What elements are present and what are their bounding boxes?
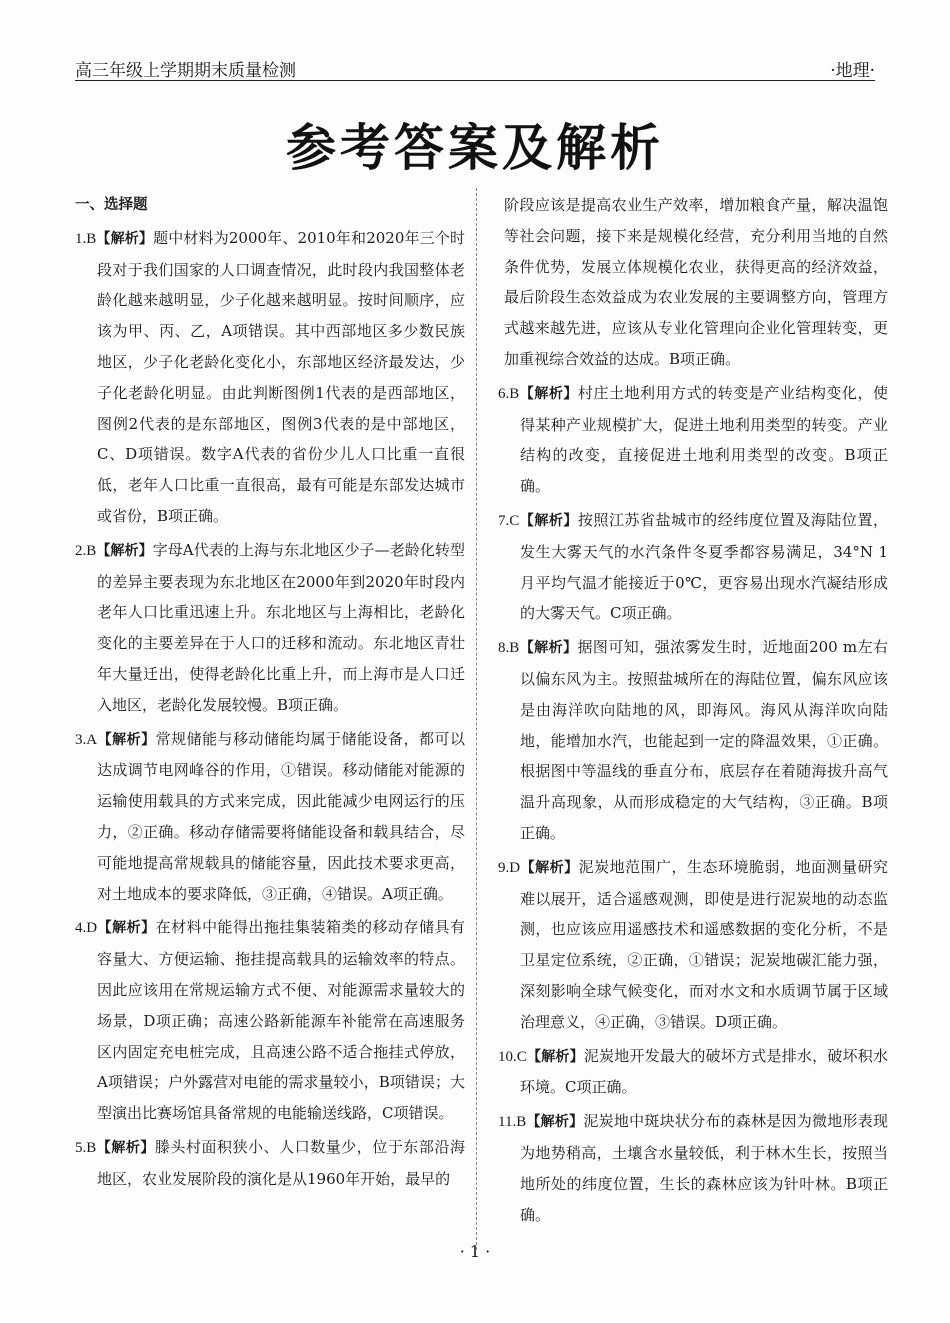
analysis-tag: 【解析】 [96, 230, 154, 247]
answer-item [75, 1132, 465, 1195]
answer-text: 按照江苏省盐城市的经纬度位置及海陆位置，发生大雾天气的水汽条件冬夏季都容易满足，34°N 1月平均气温才能接近于0℃，更容易出现水汽凝结形成的大雾天气。C项正确。 [520, 510, 888, 623]
analysis-tag: 【解析】 [96, 1139, 155, 1156]
answer-text: 泥炭地开发最大的破坏方式是排水，破坏积水环境。C项正确。 [520, 1046, 888, 1097]
column-divider [476, 188, 477, 1250]
answer-number: 9.D [498, 859, 521, 876]
answer-item [498, 378, 888, 502]
analysis-tag: 【解析】 [519, 640, 578, 657]
answer-text: 泥炭地中斑块状分布的森林是因为微地形表现为地势稍高，土壤含水量较低，利于林木生长，按照当地所处的纬度位置，生长的森林应该为针叶林。B项正确。 [520, 1112, 889, 1224]
answer-number: 10.C [498, 1048, 527, 1065]
answer-number: 3.A [75, 731, 98, 748]
answer-item [75, 724, 465, 910]
analysis-tag: 【解析】 [96, 542, 153, 559]
answer-item [498, 505, 888, 629]
answer-item [498, 1106, 888, 1230]
analysis-tag: 【解析】 [97, 731, 156, 748]
analysis-tag: 【解析】 [519, 512, 578, 529]
page-title: 参考答案及解析 [286, 119, 664, 177]
answer-item [498, 632, 888, 849]
answer-number: 5.B [75, 1139, 97, 1156]
answer-continuation: 阶段应该是提高农业生产效率，增加粮食产量，解决温饱等社会问题，接下来是规模化经营，充分利用当地的自然条件优势，发展立体规模化农业，获得更高的经济效益，最后阶段生态效益成为农业发展的主要调整方向，管理方式越来越先进，应该从专业化管理向企业化管理转变，更加重视综合效益的达成。B项正确。 [504, 196, 888, 368]
analysis-tag: 【解析】 [526, 1114, 584, 1131]
left-column [75, 190, 465, 1198]
answer-number: 7.C [498, 512, 520, 529]
subject-label: ·地理· [830, 61, 875, 81]
analysis-tag: 【解析】 [97, 920, 156, 937]
answer-number: 6.B [498, 385, 520, 402]
answer-text: 常规储能与移动储能均属于储能设备，都可以达成调节电网峰谷的作用，①错误。移动储能对能源的运输使用载具的方式来完成，因此能减少电网运行的压力，②正确。移动存储需要将储能设备和载具结合，尽可能地提高常规载具的储能容量，因此技术要求更高，对土地成本的要求降低，③正确，④错误。A项正确。 [97, 729, 465, 903]
answer-text: 滕头村面积狭小、人口数量少，位于东部沿海地区，农业发展阶段的演化是从1960年开始，最早的 [97, 1137, 465, 1188]
page-header [75, 52, 875, 81]
answer-number: 11.B [498, 1114, 527, 1131]
answer-text: 村庄土地利用方式的转变是产业结构变化，使得某种产业规模扩大，促进土地利用类型的转变。产业结构的改变，直接促进土地利用类型的改变。B项正确。 [520, 383, 888, 496]
answer-item [75, 912, 465, 1129]
answer-text: 据图可知，强浓雾发生时，近地面200 m左右以偏东风为主。按照盐城所在的海陆位置，偏东风应该是由海洋吹向陆地的风，即海风。海风从海洋吹向陆地，能增加水汽，也能起到一定的降温效果，①正确。根据图中等温线的垂直分布，底层存在着随海拔升高气温升高现象，从而形成稳定的大气结构，③正确。B项正确。 [520, 638, 889, 842]
answer-item [75, 223, 465, 532]
analysis-tag: 【解析】 [526, 1048, 584, 1065]
answer-number: 2.B [75, 542, 97, 559]
answer-text: 在材料中能得出拖挂集装箱类的移动存储具有容量大、方便运输、拖挂提高载具的运输效率的特点。因此应该用在常规运输方式不便、对能源需求量较大的场景，D项正确；高速公路新能源车补能常在高速服务区内固定充电桩完成，且高速公路不适合拖挂式停放，A项错误；户外露营对电能的需求量较小，B项错误；大型演出比赛场馆具备常规的电能输送线路，C项错误。 [97, 918, 465, 1123]
page-number: · 1 · [459, 1242, 491, 1261]
analysis-tag: 【解析】 [519, 385, 578, 402]
answer-text: 字母A代表的上海与东北地区少子—老龄化转型的差异主要表现为东北地区在2000年到2020年时段内老年人口比重迅速上升。东北地区与上海相比，老龄化变化的主要差异在于人口的迁移和流动。东北地区青壮年大量迁出，使得老龄化比重上升，而上海市是人口迁入地区，老龄化发展较慢。B项正确。 [97, 540, 466, 714]
exam-name: 高三年级上学期期末质量检测 [75, 61, 296, 81]
analysis-tag: 【解析】 [520, 859, 579, 876]
answer-text: 泥炭地范围广，生态环境脆弱，地面测量研究难以展开，适合遥感观测，即使是进行泥炭地的动态监测，也应该应用遥感技术和遥感数据的变化分析，不是卫星定位系统，②正确，①错误；泥炭地碳汇能力强，深刻影响全球气候变化，而对水文和水质调节属于区域治理意义，④正确，③错误。D项正确。 [520, 857, 888, 1031]
answer-item [498, 1041, 888, 1104]
answer-item [75, 535, 465, 721]
right-column [498, 190, 888, 1233]
answer-number: 1.B [75, 230, 97, 247]
answer-item [498, 852, 888, 1038]
section-title: 一、选择题 [75, 197, 148, 213]
answer-text: 题中材料为2000年、2010年和2020年三个时段对于我们国家的人口调查情况，此时段内我国整体老龄化越来越明显，少子化越来越明显。按时间顺序，应该为甲、丙、乙，A项错误。其中西部地区多少数民族地区，少子化老龄化变化小，东部地区经济最发达，少子化老龄化明显。由此判断图例1代表的是西部地区，图例2代表的是东部地区，图例3代表的是中部地区，C、D项错误。数字A代表的省份少儿人口比重一直很低，老年人口比重一直很高，最有可能是东部发达城市或省份，B项正确。 [97, 228, 466, 525]
answer-number: 4.D [75, 920, 98, 937]
answer-number: 8.B [498, 640, 520, 657]
